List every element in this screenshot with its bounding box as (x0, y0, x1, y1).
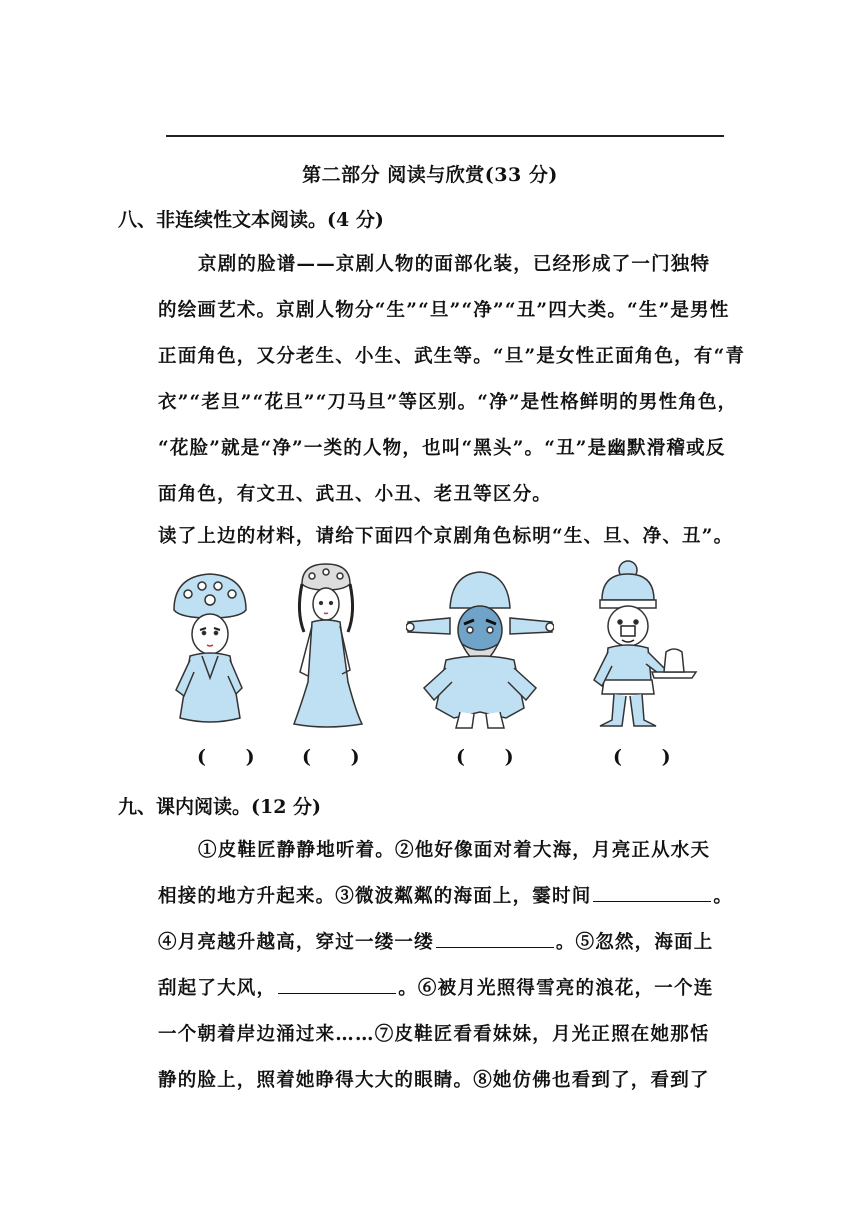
passage9-line-4-text: 刮起了大风， (158, 978, 277, 999)
part-title: 第二部分 阅读与欣赏(33 分) (302, 164, 558, 186)
fill-blank-3[interactable] (278, 975, 396, 994)
section9-score: (12 分) (251, 796, 322, 818)
opera-figure-4 (588, 560, 698, 730)
passage8-line-6: 面角色，有文丑、武丑、小丑、老丑等区分。 (158, 484, 553, 505)
section8-score: (4 分) (327, 209, 384, 231)
passage8-line-3: 正面角色，又分老生、小生、武生等。“旦”是女性正面角色，有“青 (158, 346, 746, 367)
section9-heading-text: 九、课内阅读。 (118, 796, 252, 818)
passage9-line-2-end: 。 (713, 886, 734, 907)
section8-heading-text: 八、非连续性文本阅读。 (118, 209, 328, 231)
passage8-line-1: 京剧的脸谱——京剧人物的面部化装，已经形成了一门独特 (198, 254, 711, 275)
answer-blank-1[interactable]: ( ) (197, 746, 255, 768)
answer-blank-2[interactable]: ( ) (302, 746, 360, 768)
passage9-line-1: ①皮鞋匠静静地听着。②他好像面对着大海，月亮正从水天 (198, 840, 711, 861)
passage8-line-5: “花脸”就是“净”一类的人物，也叫“黑头”。“丑”是幽默滑稽或反 (158, 438, 726, 459)
opera-figure-1 (160, 568, 260, 733)
passage9-line-3-text: ④月亮越升越高，穿过一缕一缕 (158, 932, 434, 953)
passage9-line-3-end: 。⑤忽然，海面上 (555, 932, 714, 953)
opera-figure-2 (286, 562, 366, 730)
section9-heading (118, 792, 321, 819)
opera-figure-3 (406, 568, 554, 730)
passage9-line-6: 静的脸上，照着她睁得大大的眼睛。⑧她仿佛也看到了，看到了 (158, 1070, 710, 1091)
passage9-line-2-text: 相接的地方升起来。③微波粼粼的海面上，霎时间 (158, 886, 592, 907)
passage8-line-2: 的绘画艺术。京剧人物分“生”“旦”“净”“丑”四大类。“生”是男性 (158, 300, 730, 321)
passage9-line-4-end: 。⑥被月光照得雪亮的浪花，一个连 (398, 978, 714, 999)
passage9-line-3 (158, 928, 738, 954)
top-rule (166, 135, 724, 137)
fill-blank-1[interactable] (593, 883, 711, 902)
passage9-line-4 (158, 974, 738, 1000)
question8: 读了上边的材料，请给下面四个京剧角色标明“生、旦、净、丑”。 (158, 526, 734, 547)
passage9-line-5: 一个朝着岸边涌过来……⑦皮鞋匠看看妹妹，月光正照在她那恬 (158, 1024, 710, 1045)
answer-blank-3[interactable]: ( ) (456, 746, 514, 768)
answer-blank-4[interactable]: ( ) (613, 746, 671, 768)
passage8-line-4: 衣”“老旦”“花旦”“刀马旦”等区别。“净”是性格鲜明的男性角色， (158, 392, 738, 413)
section8-heading (118, 205, 384, 232)
passage9-line-2 (158, 882, 738, 908)
fill-blank-2[interactable] (436, 929, 554, 948)
